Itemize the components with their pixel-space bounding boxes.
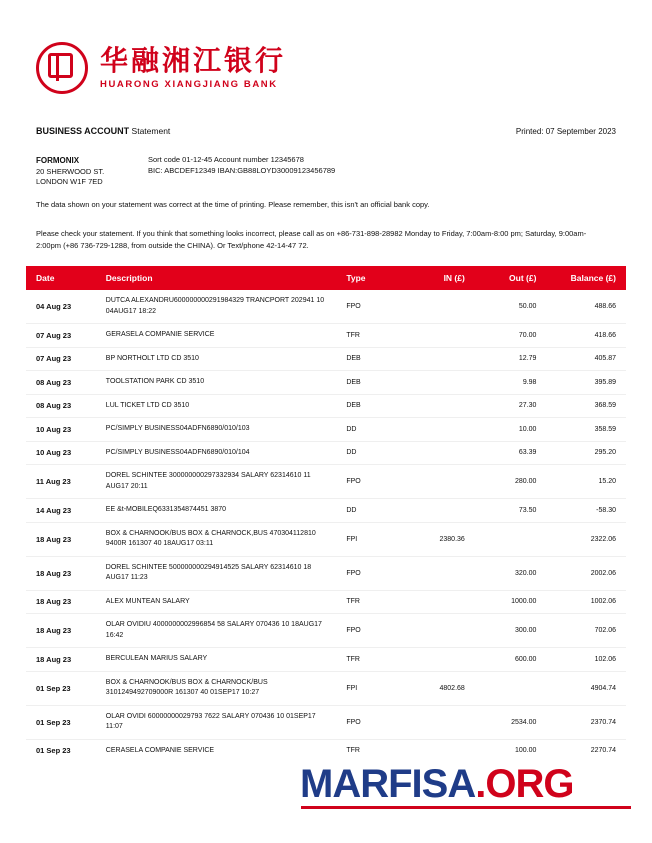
table-row	[26, 394, 626, 418]
cell-out: 600.00	[471, 648, 543, 672]
cell-balance: 2322.06	[542, 522, 626, 556]
cell-balance: 15.20	[542, 465, 626, 499]
cell-type: TFR	[340, 648, 399, 672]
cell-type: FPO	[340, 290, 399, 324]
cell-out: 27.30	[471, 394, 543, 418]
cell-in	[399, 614, 471, 648]
cell-in	[399, 371, 471, 395]
statement-header	[36, 126, 616, 136]
cell-out	[471, 522, 543, 556]
cell-type: FPO	[340, 705, 399, 739]
cell-balance: 358.59	[542, 418, 626, 442]
cell-out: 280.00	[471, 465, 543, 499]
cell-type: DEB	[340, 371, 399, 395]
cell-out	[471, 671, 543, 705]
bank-logo	[36, 42, 286, 94]
cell-balance: 405.87	[542, 347, 626, 371]
cell-out: 300.00	[471, 614, 543, 648]
table-row	[26, 671, 626, 705]
transactions-table-head	[26, 266, 626, 290]
cell-description: PC/SIMPLY BUSINESS04ADFN6890/010/104	[100, 441, 341, 465]
statement-title-bold: BUSINESS ACCOUNT	[36, 126, 130, 136]
cell-balance: 1002.06	[542, 590, 626, 614]
cell-out: 50.00	[471, 290, 543, 324]
cell-type: FPO	[340, 614, 399, 648]
cell-type: DEB	[340, 394, 399, 418]
cell-date: 18 Aug 23	[26, 614, 100, 648]
cell-description: DOREL SCHINTEE 500000000294914525 SALARY 62314610 18 AUG17 11:23	[100, 556, 341, 590]
cell-type: TFR	[346, 747, 360, 755]
table-row	[26, 324, 626, 348]
cell-out: 63.39	[471, 441, 543, 465]
table-row	[26, 499, 626, 523]
table-row	[26, 648, 626, 672]
cell-type: TFR	[340, 324, 399, 348]
cell-date: 01 Sep 23	[36, 746, 71, 756]
cell-description: GERASELA COMPANIE SERVICE	[100, 324, 341, 348]
cell-date: 18 Aug 23	[26, 590, 100, 614]
cell-in	[399, 556, 471, 590]
customer-address-line2: LONDON W1F 7ED	[36, 177, 103, 187]
watermark-underline	[301, 806, 631, 809]
cell-balance: -58.30	[542, 499, 626, 523]
cell-type: DEB	[340, 347, 399, 371]
column-header-in: IN (£)	[399, 266, 471, 290]
cell-description: BERCULEAN MARIUS SALARY	[100, 648, 341, 672]
cell-out: 100.00	[515, 747, 537, 755]
cell-in: 4802.68	[399, 671, 471, 705]
cell-date: 11 Aug 23	[26, 465, 100, 499]
customer-address	[36, 155, 104, 188]
cell-date: 10 Aug 23	[26, 441, 100, 465]
cell-out: 10.00	[471, 418, 543, 442]
cell-in	[399, 347, 471, 371]
cell-description: OLAR OVIDI 60000000029793 7622 SALARY 070436 10 01SEP17 11:07	[100, 705, 341, 739]
cell-balance: 488.66	[542, 290, 626, 324]
cell-balance: 2370.74	[542, 705, 626, 739]
cell-type: FPO	[340, 465, 399, 499]
cell-out: 73.50	[471, 499, 543, 523]
cell-type: TFR	[340, 590, 399, 614]
cell-in	[399, 290, 471, 324]
cell-description: DOREL SCHINTEE 300000000297332934 SALARY 62314610 11 AUG17 20:11	[100, 465, 341, 499]
printed-date: Printed: 07 September 2023	[515, 127, 616, 136]
cell-balance: 395.89	[542, 371, 626, 395]
table-row	[26, 705, 626, 739]
cell-balance: 4904.74	[542, 671, 626, 705]
table-row	[26, 290, 626, 324]
column-header-out: Out (£)	[471, 266, 543, 290]
table-row	[26, 590, 626, 614]
watermark	[300, 762, 573, 807]
statement-title	[36, 126, 170, 136]
table-row	[26, 522, 626, 556]
table-row	[26, 556, 626, 590]
cell-in	[399, 648, 471, 672]
column-header-description: Description	[100, 266, 341, 290]
cell-out: 9.98	[471, 371, 543, 395]
cell-in	[399, 590, 471, 614]
statement-disclaimer: The data shown on your statement was correct at the time of printing. Please remember, this isn't an official bank copy.	[36, 200, 430, 209]
cell-description: LUL TICKET LTD CD 3510	[100, 394, 341, 418]
cell-type: FPO	[340, 556, 399, 590]
cell-in	[399, 705, 471, 739]
cell-type: DD	[340, 499, 399, 523]
table-row	[26, 441, 626, 465]
bank-logo-text	[100, 46, 286, 89]
bank-name-en: HUARONG XIANGJIANG BANK	[100, 78, 278, 90]
cell-date: 08 Aug 23	[26, 394, 100, 418]
cell-type: FPI	[340, 671, 399, 705]
cell-in	[399, 465, 471, 499]
cell-balance: 702.06	[542, 614, 626, 648]
table-row	[26, 418, 626, 442]
cell-date: 08 Aug 23	[26, 371, 100, 395]
cell-description: DUTCA ALEXANDRU600000000291984329 TRANCPORT 202941 10 04AUG17 18:22	[100, 290, 341, 324]
cell-in	[399, 739, 471, 762]
cell-balance: 2002.06	[542, 556, 626, 590]
cell-out: 1000.00	[471, 590, 543, 614]
bank-name-cn: 华融湘江银行	[100, 44, 287, 78]
cell-balance: 295.20	[542, 441, 626, 465]
table-row	[26, 371, 626, 395]
cell-description: OLAR OVIDIU 4000000002996854 58 SALARY 070436 10 18AUG17 16:42	[100, 614, 341, 648]
cell-in: 2380.36	[399, 522, 471, 556]
customer-address-line1: 20 SHERWOOD ST.	[36, 166, 105, 176]
statement-contact-note: Please check your statement. If you think that something looks incorrect, please call as on +86-731-898-28982 Monday to Friday, 7:00am-8:00 pm; Saturday, 9:00am-2:00pm (+86 736-729-1288, from outside the CHINA). Or Text/phone 42-14-47 72.	[36, 229, 587, 250]
cell-out: 70.00	[471, 324, 543, 348]
cell-date: 01 Sep 23	[26, 705, 100, 739]
cell-type: FPI	[340, 522, 399, 556]
cell-in	[399, 394, 471, 418]
watermark-suffix: .ORG	[475, 762, 574, 806]
cell-balance: 102.06	[542, 648, 626, 672]
table-row	[26, 739, 626, 762]
cell-date: 18 Aug 23	[26, 556, 100, 590]
cell-date: 18 Aug 23	[26, 648, 100, 672]
cell-out: 2534.00	[471, 705, 543, 739]
customer-name: FORMONIX	[36, 156, 80, 165]
bic-iban: BIC: ABCDEF12349 IBAN:GB88LOYD30009123456789	[148, 165, 336, 175]
transactions-table-body	[26, 290, 626, 762]
cell-balance: 2270.74	[590, 747, 616, 755]
cell-description: BOX & CHARNOOK/BUS BOX & CHARNOCK,BUS 470304112810 9400R 161307 40 18AUG17 03:11	[100, 522, 341, 556]
column-header-date: Date	[26, 266, 100, 290]
cell-in	[399, 499, 471, 523]
cell-date: 18 Aug 23	[26, 522, 100, 556]
transactions-table	[26, 266, 626, 762]
cell-out: 12.79	[471, 347, 543, 371]
cell-description: TOOLSTATION PARK CD 3510	[100, 371, 341, 395]
cell-description: BOX & CHARNOOK/BUS BOX & CHARNOCK/BUS 3101249492709000R 161307 40 01SEP17 10:27	[100, 671, 341, 705]
cell-balance: 368.59	[542, 394, 626, 418]
cell-out: 320.00	[471, 556, 543, 590]
table-row	[26, 465, 626, 499]
cell-date: 07 Aug 23	[26, 347, 100, 371]
table-row	[26, 347, 626, 371]
table-header-row	[26, 266, 626, 290]
cell-type: DD	[340, 418, 399, 442]
cell-description: PC/SIMPLY BUSINESS04ADFN6890/010/103	[100, 418, 341, 442]
bank-emblem-icon	[36, 42, 88, 94]
cell-description: EE &t-MOBILEQ6331354874451 3870	[100, 499, 341, 523]
column-header-balance: Balance (£)	[542, 266, 626, 290]
cell-in	[399, 418, 471, 442]
sort-code-and-account-number: Sort code 01-12-45 Account number 12345678	[148, 155, 304, 164]
cell-in	[399, 441, 471, 465]
cell-date: 10 Aug 23	[26, 418, 100, 442]
account-details	[148, 155, 335, 177]
cell-date: 07 Aug 23	[26, 324, 100, 348]
cell-in	[399, 324, 471, 348]
watermark-main: MARFISA	[300, 762, 476, 806]
cell-date: 04 Aug 23	[26, 290, 100, 324]
table-row	[26, 614, 626, 648]
cell-type: DD	[340, 441, 399, 465]
column-header-type: Type	[340, 266, 399, 290]
cell-date: 14 Aug 23	[26, 499, 100, 523]
cell-balance: 418.66	[542, 324, 626, 348]
cell-date: 01 Sep 23	[26, 671, 100, 705]
cell-description: ALEX MUNTEAN SALARY	[100, 590, 341, 614]
cell-description: BP NORTHOLT LTD CD 3510	[100, 347, 341, 371]
statement-title-rest: Statement	[129, 126, 171, 136]
cell-description: CERASELA COMPANIE SERVICE	[105, 746, 215, 754]
